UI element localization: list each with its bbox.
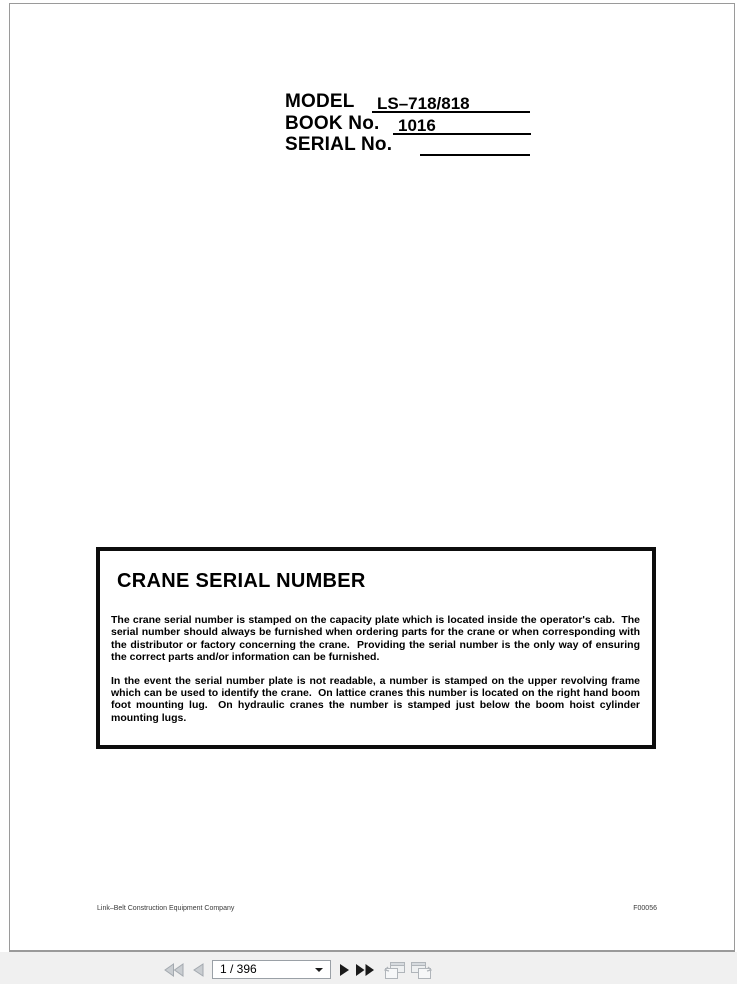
serial-number-label: SERIAL No. xyxy=(285,134,393,155)
serial-number-row xyxy=(285,134,531,156)
model-value: LS–718/818 xyxy=(372,94,530,113)
serial-box-paragraph-1: The crane serial number is stamped on the capacity plate which is located inside the operator's cab. The serial number should always be furnished when ordering parts for the crane or when corresponding with the distributor or factory concerning the crane. Providing the serial number is the only way of ensuring the correct parts and/or information can be furnished. xyxy=(111,614,643,664)
page-indicator: 1 / 396 xyxy=(220,962,257,976)
model-row xyxy=(285,91,531,113)
left-arrow-icon xyxy=(192,963,204,977)
double-left-arrow-icon xyxy=(164,963,184,977)
page-footer xyxy=(97,905,657,912)
previous-view-icon xyxy=(384,961,406,980)
next-view-button[interactable] xyxy=(408,960,434,980)
double-right-arrow-icon xyxy=(355,963,375,977)
book-number-value: 1016 xyxy=(393,116,531,135)
model-label: MODEL xyxy=(285,91,355,112)
footer-company: Link–Belt Construction Equipment Company xyxy=(97,905,235,912)
crane-serial-number-box xyxy=(96,547,656,749)
last-page-button[interactable] xyxy=(353,960,377,980)
page-number-combobox[interactable] xyxy=(212,960,331,979)
previous-page-button[interactable] xyxy=(186,960,210,980)
title-block xyxy=(285,91,531,156)
crane-serial-number-title: CRANE SERIAL NUMBER xyxy=(117,570,366,592)
serial-box-paragraph-2: In the event the serial number plate is not readable, a number is stamped on the upper revolving frame which can be used to identify the crane. On lattice cranes this number is located on the right hand boom foot mounting lug. On hydraulic cranes the number is stamped just below the boom hoist cylinder mounting lugs. xyxy=(111,674,643,724)
right-arrow-icon xyxy=(339,963,351,977)
pager-toolbar xyxy=(0,952,737,984)
book-number-label: BOOK No. xyxy=(285,112,380,134)
footer-form-number: F00056 xyxy=(633,905,657,912)
previous-view-button[interactable] xyxy=(382,960,408,980)
book-number-row xyxy=(285,113,531,135)
chevron-down-icon[interactable] xyxy=(315,968,323,972)
next-view-icon xyxy=(410,961,432,980)
first-page-button[interactable] xyxy=(162,960,186,980)
document-page xyxy=(9,3,735,952)
serial-number-value xyxy=(420,137,530,156)
